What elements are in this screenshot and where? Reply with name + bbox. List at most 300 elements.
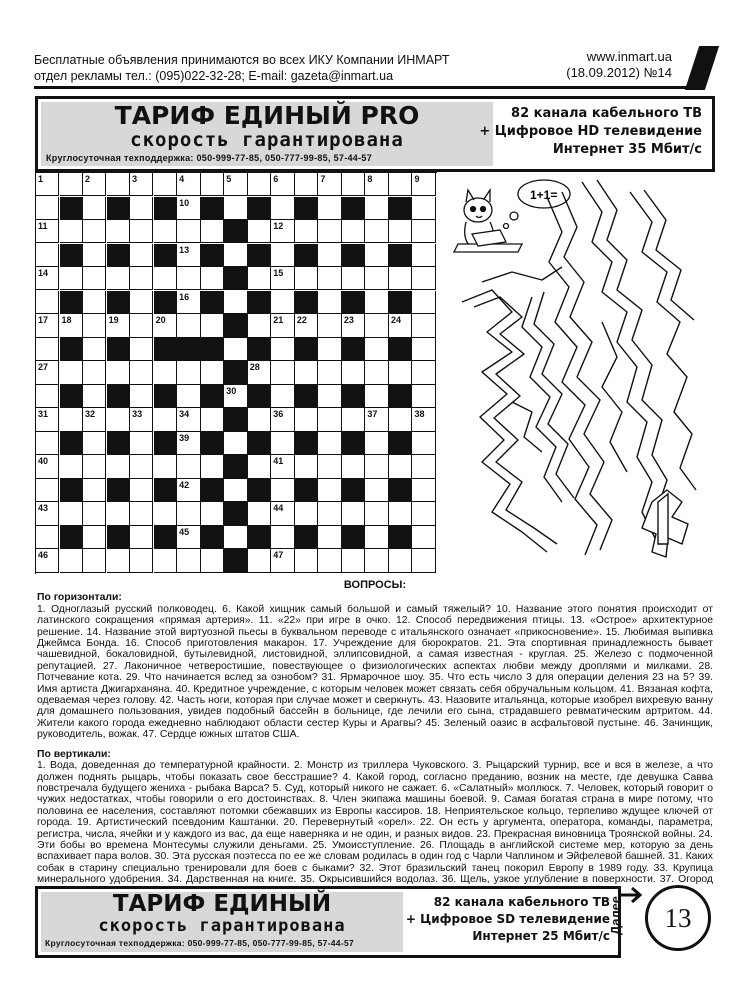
crossword-number: 1 [38, 174, 44, 184]
crossword-cell[interactable] [271, 526, 294, 549]
page-number: 13 [645, 885, 711, 951]
header-line-2: отдел рекламы тел.: (095)022-32-28; E-mail: gazeta@inmart.ua [34, 69, 394, 83]
horizontal-heading: По горизонтали: [37, 592, 122, 604]
crossword-black-cell [295, 479, 318, 502]
crossword-cell[interactable] [130, 267, 153, 290]
crossword-cell[interactable] [271, 197, 294, 220]
crossword-black-cell [60, 479, 83, 502]
crossword-number: 44 [273, 503, 284, 514]
crossword-cell[interactable] [342, 361, 365, 384]
crossword-black-cell [224, 455, 247, 478]
crossword-black-cell [248, 291, 271, 314]
crossword-black-cell [60, 526, 83, 549]
crossword-cell[interactable] [412, 338, 435, 361]
crossword-cell[interactable] [83, 385, 106, 408]
crossword-cell[interactable] [412, 244, 435, 267]
crossword-cell[interactable] [318, 220, 341, 243]
crossword-black-cell [389, 338, 412, 361]
crossword-cell[interactable] [130, 479, 153, 502]
crossword-black-cell [224, 502, 247, 525]
crossword-cell[interactable] [36, 244, 59, 267]
crossword-cell[interactable] [83, 244, 106, 267]
crossword-cell[interactable] [107, 220, 130, 243]
crossword-black-cell [248, 479, 271, 502]
crossword-cell[interactable] [130, 455, 153, 478]
ad-top-feature-3: Интернет 35 Мбит/с [552, 142, 702, 157]
crossword-black-cell [177, 338, 200, 361]
crossword-black-cell [342, 432, 365, 455]
crossword-black-cell [248, 244, 271, 267]
crossword-cell[interactable] [107, 549, 130, 572]
crossword-cell[interactable] [107, 361, 130, 384]
crossword-number: 12 [273, 221, 284, 232]
crossword-cell[interactable] [248, 549, 271, 572]
crossword-number: 19 [108, 315, 119, 326]
crossword-cell[interactable] [60, 549, 83, 572]
crossword-cell[interactable] [36, 526, 59, 549]
header-site[interactable]: www.inmart.ua [586, 49, 672, 64]
crossword-cell[interactable] [389, 361, 412, 384]
crossword-cell[interactable] [60, 502, 83, 525]
crossword-black-cell [389, 385, 412, 408]
crossword-black-cell [342, 197, 365, 220]
crossword-cell[interactable] [412, 502, 435, 525]
crossword-cell[interactable] [412, 361, 435, 384]
crossword-number: 42 [179, 479, 190, 490]
crossword-black-cell [201, 291, 224, 314]
crossword-cell[interactable] [412, 291, 435, 314]
crossword-cell[interactable] [201, 502, 224, 525]
crossword-cell[interactable] [83, 455, 106, 478]
crossword-cell[interactable] [201, 455, 224, 478]
crossword-cell[interactable] [318, 291, 341, 314]
crossword-cell[interactable] [83, 314, 106, 337]
crossword-cell[interactable] [154, 361, 177, 384]
crossword-cell[interactable] [154, 455, 177, 478]
crossword-cell[interactable] [36, 338, 59, 361]
crossword-number: 6 [273, 174, 279, 184]
crossword-number: 23 [343, 315, 354, 326]
crossword-cell[interactable] [224, 526, 247, 549]
crossword-cell[interactable] [130, 197, 153, 220]
crossword-black-cell [60, 385, 83, 408]
crossword-cell[interactable] [295, 361, 318, 384]
crossword-black-cell [107, 244, 130, 267]
crossword-black-cell [154, 338, 177, 361]
crossword-cell[interactable] [177, 220, 200, 243]
crossword-cell[interactable] [130, 291, 153, 314]
crossword-cell[interactable] [389, 220, 412, 243]
crossword-cell[interactable] [318, 526, 341, 549]
crossword-black-cell [201, 479, 224, 502]
crossword-cell[interactable] [365, 314, 388, 337]
crossword-cell[interactable] [248, 502, 271, 525]
crossword-black-cell [154, 479, 177, 502]
crossword-cell[interactable] [224, 432, 247, 455]
horizontal-clues: 1. Одноглазый русский полководец. 6. Какой хищник самый большой и самый тяжелый? 10. Название этого понятия происходит от латинского сокращения «прямая артерия». 11. «22» при игре в очко. 12. Способ передвижения птицы. 13. «Острое» архитектурное решение. 14. Название этой виртуозной пьесы в буквальном переводе с итальянского означает «прикосновение». 15. Любимая выпивка Джеймса Бонда. 16. Способ приготовления макарон. 17. Учреждение для бюрократов. 21. Эта спортивная принадлежность бывает чашевидной, бокаловидной, бутылевидной, листовидной, эллипсовидной, а самая известная - круглая. 25. Железо с подмоченной репутацией. 27. Лаконичное четверостишие, повествующее о физиологических аспектах любви между дроплями и милками. 28. Потчевание кота. 29. Что начинается вслед за ознобом? 31. Ярмарочное шоу. 35. Что есть число 3 для операции деления 23 на 5? 39. Имя артиста Джигарханяна. 40. Кредитное учреждение, с которым человек может связать себя обручальным кольцом. 41. Вязаная кофта, одеваемая через голову. 42. Часть ноги, которая при случае может и сверкнуть. 43. Назовите итальянца, которые изобрел вихревую ванну для домашнего пользования, увидев подобный бассейн в больнице, где лечили его сына, страдавшего ревматическим артритом. 44. Жители какого города ежедневно наблюдают области сестер Куры и Арагвы? 45. Зеленый оазис в асфальтовой пустыне. 46. Зачинщик, руководитель, вожак. 47. Сердце южных штатов США. [37, 603, 713, 741]
crossword-cell[interactable] [412, 549, 435, 572]
crossword-black-cell [342, 291, 365, 314]
crossword-number: 35 [226, 409, 237, 420]
crossword-cell[interactable] [177, 267, 200, 290]
crossword-black-cell [295, 291, 318, 314]
crossword-cell[interactable] [318, 479, 341, 502]
crossword-cell[interactable] [412, 220, 435, 243]
crossword-cell[interactable] [154, 220, 177, 243]
ad-bottom-feature-3: Интернет 25 Мбит/с [472, 929, 610, 943]
crossword-cell[interactable] [201, 267, 224, 290]
crossword-cell[interactable] [248, 267, 271, 290]
ad-bottom-subtitle: скорость гарантирована [98, 916, 346, 936]
crossword-cell[interactable] [130, 361, 153, 384]
crossword-black-cell [154, 291, 177, 314]
crossword-cell[interactable] [271, 385, 294, 408]
crossword-cell[interactable] [154, 502, 177, 525]
crossword-cell[interactable] [83, 549, 106, 572]
header-issue: (18.09.2012) №14 [566, 65, 672, 80]
ad-bottom-features [406, 894, 610, 945]
crossword-number: 2 [85, 174, 91, 184]
crossword-cell[interactable] [154, 173, 177, 196]
crossword-black-cell [389, 432, 412, 455]
crossword-cell[interactable] [295, 173, 318, 196]
ad-banner-top [35, 96, 715, 172]
crossword-cell[interactable] [271, 244, 294, 267]
crossword-black-cell [342, 526, 365, 549]
crossword-cell[interactable] [83, 220, 106, 243]
crossword-cell[interactable] [295, 220, 318, 243]
ad-bottom-feature-2: + Цифровое SD телевидение [405, 912, 610, 926]
crossword-cell[interactable] [36, 432, 59, 455]
crossword-cell[interactable] [271, 291, 294, 314]
crossword-number: 27 [38, 362, 49, 373]
crossword-cell[interactable] [342, 455, 365, 478]
crossword-cell[interactable] [365, 385, 388, 408]
crossword-number: 32 [85, 409, 96, 420]
crossword-cell[interactable] [389, 549, 412, 572]
header-issue-info [566, 49, 672, 81]
crossword-cell[interactable] [295, 502, 318, 525]
crossword-cell[interactable] [154, 408, 177, 431]
crossword-black-cell [342, 244, 365, 267]
crossword-black-cell [389, 291, 412, 314]
crossword-cell[interactable] [83, 267, 106, 290]
crossword-black-cell [295, 526, 318, 549]
crossword-cell[interactable] [342, 408, 365, 431]
crossword-cell[interactable] [365, 455, 388, 478]
crossword-black-cell [154, 197, 177, 220]
crossword-number: 3 [132, 174, 138, 184]
crossword-cell[interactable] [389, 408, 412, 431]
crossword-number: 41 [273, 456, 284, 467]
crossword-cell[interactable] [365, 526, 388, 549]
crossword-cell[interactable] [36, 291, 59, 314]
crossword-cell[interactable] [201, 408, 224, 431]
crossword-number: 33 [132, 409, 143, 420]
crossword-cell[interactable] [318, 338, 341, 361]
crossword-cell[interactable] [318, 502, 341, 525]
crossword-cell[interactable] [389, 267, 412, 290]
crossword-cell[interactable] [83, 432, 106, 455]
crossword-number: 30 [226, 385, 237, 396]
crossword-cell[interactable] [342, 173, 365, 196]
crossword-number: 14 [38, 268, 49, 279]
ad-top-title: ТАРИФ ЕДИНЫЙ PRO [114, 101, 420, 130]
crossword-cell[interactable] [295, 408, 318, 431]
crossword-cell[interactable] [365, 338, 388, 361]
crossword-black-cell [295, 432, 318, 455]
crossword-cell[interactable] [177, 385, 200, 408]
questions-section [37, 580, 713, 897]
crossword-number: 40 [38, 456, 49, 467]
crossword-cell[interactable] [318, 361, 341, 384]
crossword-cell[interactable] [365, 432, 388, 455]
crossword-cell[interactable] [342, 502, 365, 525]
crossword-cell[interactable] [295, 455, 318, 478]
crossword-cell[interactable] [365, 502, 388, 525]
crossword-cell[interactable] [154, 549, 177, 572]
crossword-cell[interactable] [201, 314, 224, 337]
crossword-black-cell [224, 361, 247, 384]
crossword-number: 34 [179, 409, 190, 420]
crossword-cell[interactable] [248, 314, 271, 337]
crossword-black-cell [224, 220, 247, 243]
ad-bottom-feature-1: 82 канала кабельного ТВ [433, 895, 610, 909]
crossword-cell[interactable] [318, 244, 341, 267]
crossword-black-cell [154, 432, 177, 455]
crossword-black-cell [107, 385, 130, 408]
crossword-number: 5 [226, 174, 232, 184]
crossword-black-cell [107, 479, 130, 502]
crossword-cell[interactable] [130, 526, 153, 549]
header-slash-decoration [685, 46, 719, 90]
crossword-black-cell [201, 197, 224, 220]
crossword-cell[interactable] [201, 220, 224, 243]
crossword-cell[interactable] [83, 502, 106, 525]
crossword-cell[interactable] [83, 479, 106, 502]
crossword-cell[interactable] [154, 267, 177, 290]
crossword-black-cell [295, 197, 318, 220]
crossword-cell[interactable] [224, 291, 247, 314]
crossword-cell[interactable] [130, 432, 153, 455]
crossword-cell[interactable] [177, 455, 200, 478]
crossword-cell[interactable] [107, 173, 130, 196]
crossword-cell[interactable] [389, 455, 412, 478]
crossword-number: 39 [179, 432, 190, 443]
crossword-cell[interactable] [318, 455, 341, 478]
crossword-black-cell [389, 197, 412, 220]
crossword-cell[interactable] [342, 549, 365, 572]
crossword-cell[interactable] [107, 502, 130, 525]
crossword-number: 43 [38, 503, 49, 514]
crossword-cell[interactable] [412, 197, 435, 220]
crossword-cell[interactable] [295, 549, 318, 572]
crossword-cell[interactable] [365, 220, 388, 243]
crossword-cell[interactable] [177, 361, 200, 384]
crossword-cell[interactable] [60, 267, 83, 290]
crossword-cell[interactable] [295, 267, 318, 290]
crossword-cell[interactable] [177, 502, 200, 525]
crossword-black-cell [342, 338, 365, 361]
crossword-cell[interactable] [271, 432, 294, 455]
crossword-cell[interactable] [83, 338, 106, 361]
crossword-black-cell [248, 432, 271, 455]
vertical-clues: 1. Вода, доведенная до температурной крайности. 2. Монстр из триллера Чуковского. 3. Рыцарский турнир, все и вся в железе, а что должен поднять рыцарь, чтобы показать свое бесстрашие? 4. Какой город, согласно преданию, возник на месте, где девушка Савва повстречала будущего жениха - рыбака Варса? 5. Суд, который никого не сажает. 6. «Салатный» моллюск. 7. Человек, который говорит о чужих недостатках, чтобы говорили о его достоинствах. 8. Член экипажа машины боевой. 9. Самая богатая страна в мире потому, что половина ее населения, составляют потомки сбежавших из Европы кассиров. 18. Неприятельское кольцо, терпеливо ждущее ключей от города. 19. Артистический псевдоним Каштанки. 20. Перевернутый «орел». 22. Он есть у аргумента, оператора, команды, параметра, регистра, числа, ячейки и у каждого из вас, да еще наверняка и не один, и разных видов. 23. Прекрасная виновница Троянской войны. 24. Эти бобы во времена Монтесумы служили деньгами. 25. Умоисступление. 26. Площадь в английской системе мер, которую за день вспахивает пара волов. 30. Эта русская поэтесса по ее же словам родилась в один год с Чарли Чаплином и Эйфелевой башней. 31. Каких собак в старину специально тренировали для боев с быками? 32. Этот бразильский танец покорил Европу в 1989 году. 33. Крупица минерального удобрения. 34. Дарственная на книге. 35. Окрысившийся водолаз. 36. Щель, узкое углубление в поверхности. 37. Огород [37, 760, 713, 886]
crossword-cell[interactable] [224, 244, 247, 267]
crossword-cell[interactable] [318, 549, 341, 572]
crossword-cell[interactable] [318, 267, 341, 290]
crossword-black-cell [295, 385, 318, 408]
crossword-cell[interactable] [83, 291, 106, 314]
crossword-cell[interactable] [248, 455, 271, 478]
crossword-cell[interactable] [83, 197, 106, 220]
ad-top-subtitle: скорость гарантирована [130, 129, 404, 151]
crossword-cell[interactable] [60, 408, 83, 431]
crossword-black-cell [201, 432, 224, 455]
crossword-cell[interactable] [130, 314, 153, 337]
crossword-cell[interactable] [130, 244, 153, 267]
crossword-number: 18 [61, 315, 72, 326]
crossword-cell[interactable] [201, 173, 224, 196]
crossword-cell[interactable] [36, 385, 59, 408]
crossword-black-cell [60, 291, 83, 314]
header-contacts [34, 52, 449, 84]
crossword-cell[interactable] [224, 338, 247, 361]
crossword-black-cell [224, 314, 247, 337]
crossword-number: 22 [296, 315, 307, 326]
maze-puzzle [452, 172, 702, 572]
crossword-cell[interactable] [107, 267, 130, 290]
crossword-number: 16 [179, 291, 190, 302]
crossword-cell[interactable] [130, 338, 153, 361]
crossword-cell[interactable] [342, 220, 365, 243]
crossword-cell[interactable] [201, 549, 224, 572]
crossword-cell[interactable] [177, 314, 200, 337]
crossword-cell[interactable] [201, 361, 224, 384]
crossword-black-cell [248, 526, 271, 549]
crossword-cell[interactable] [177, 549, 200, 572]
crossword-cell[interactable] [412, 526, 435, 549]
crossword-black-cell [107, 432, 130, 455]
crossword-grid [35, 172, 437, 574]
crossword-number: 15 [273, 268, 284, 279]
crossword-cell[interactable] [365, 291, 388, 314]
crossword-black-cell [224, 549, 247, 572]
crossword-cell[interactable] [365, 479, 388, 502]
crossword-cell[interactable] [389, 502, 412, 525]
crossword-cell[interactable] [83, 526, 106, 549]
crossword-cell[interactable] [60, 361, 83, 384]
crossword-number: 21 [273, 315, 284, 326]
crossword-cell[interactable] [271, 361, 294, 384]
crossword-black-cell [342, 479, 365, 502]
crossword-number: 17 [38, 315, 49, 326]
crossword-cell[interactable] [224, 197, 247, 220]
crossword-cell[interactable] [248, 173, 271, 196]
crossword-cell[interactable] [412, 432, 435, 455]
crossword-number: 8 [367, 174, 373, 184]
crossword-black-cell [154, 526, 177, 549]
crossword-cell[interactable] [412, 314, 435, 337]
crossword-black-cell [389, 479, 412, 502]
crossword-cell[interactable] [107, 455, 130, 478]
crossword-cell[interactable] [389, 173, 412, 196]
crossword-number: 9 [414, 174, 420, 184]
crossword-cell[interactable] [318, 314, 341, 337]
crossword-cell[interactable] [60, 173, 83, 196]
crossword-cell[interactable] [365, 361, 388, 384]
crossword-cell[interactable] [36, 197, 59, 220]
crossword-black-cell [107, 291, 130, 314]
crossword-cell[interactable] [365, 267, 388, 290]
crossword-cell[interactable] [365, 244, 388, 267]
crossword-cell[interactable] [412, 479, 435, 502]
crossword-number: 47 [273, 550, 284, 561]
crossword-black-cell [201, 244, 224, 267]
next-page-label[interactable]: Далее [608, 895, 623, 935]
crossword-cell[interactable] [412, 267, 435, 290]
crossword-black-cell [224, 267, 247, 290]
crossword-black-cell [107, 338, 130, 361]
crossword-cell[interactable] [36, 479, 59, 502]
crossword-number: 36 [273, 409, 284, 420]
crossword-black-cell [389, 244, 412, 267]
crossword-black-cell [154, 385, 177, 408]
crossword-number: 4 [179, 174, 185, 184]
crossword-cell[interactable] [224, 479, 247, 502]
crossword-cell[interactable] [271, 479, 294, 502]
vertical-heading: По вертикали: [37, 748, 111, 760]
crossword-cell[interactable] [412, 455, 435, 478]
questions-title: ВОПРОСЫ: [343, 579, 407, 591]
crossword-cell[interactable] [107, 408, 130, 431]
crossword-cell[interactable] [318, 408, 341, 431]
crossword-cell[interactable] [130, 220, 153, 243]
crossword-cell[interactable] [130, 502, 153, 525]
crossword-cell[interactable] [60, 455, 83, 478]
maze-sign: 1+1= [530, 188, 558, 202]
crossword-black-cell [60, 432, 83, 455]
crossword-cell[interactable] [318, 385, 341, 408]
crossword-cell[interactable] [130, 549, 153, 572]
crossword-number: 37 [367, 409, 378, 420]
crossword-cell[interactable] [318, 197, 341, 220]
crossword-black-cell [107, 197, 130, 220]
crossword-black-cell [60, 197, 83, 220]
crossword-cell[interactable] [365, 197, 388, 220]
crossword-cell[interactable] [365, 549, 388, 572]
crossword-number: 29 [202, 385, 213, 396]
crossword-cell[interactable] [248, 408, 271, 431]
crossword-black-cell [60, 338, 83, 361]
crossword-number: 10 [179, 197, 190, 208]
header-line-1: Бесплатные объявления принимаются во всех ИКУ Компании ИНМАРТ [34, 53, 450, 67]
maze-exit-arrow-icon [658, 494, 668, 544]
crossword-cell[interactable] [60, 220, 83, 243]
crossword-cell[interactable] [412, 385, 435, 408]
crossword-cell[interactable] [318, 432, 341, 455]
crossword-cell[interactable] [83, 361, 106, 384]
crossword-black-cell [295, 244, 318, 267]
crossword-cell[interactable] [342, 267, 365, 290]
ad-top-feature-1: 82 канала кабельного ТВ [511, 106, 702, 121]
crossword-black-cell [295, 338, 318, 361]
crossword-number: 7 [320, 174, 326, 184]
crossword-cell[interactable] [130, 385, 153, 408]
crossword-cell[interactable] [248, 220, 271, 243]
crossword-cell[interactable] [271, 338, 294, 361]
crossword-number: 20 [155, 315, 166, 326]
